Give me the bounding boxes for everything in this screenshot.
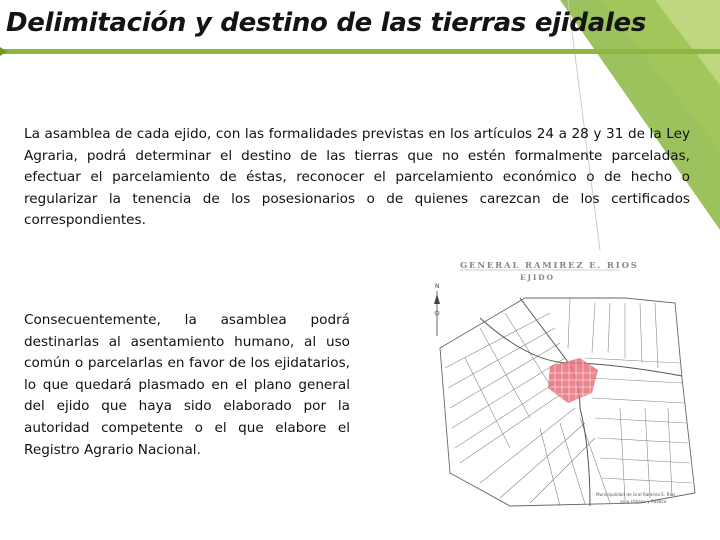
slide-title: Delimitación y destino de las tierras ejidales xyxy=(6,8,647,38)
map-footer-line-1: Municipalidad de Gral Ramírez E. Ríos xyxy=(596,492,676,497)
ejido-map-image xyxy=(420,258,700,510)
title-underline-bar xyxy=(0,49,720,54)
paragraph-consequence: Consecuentemente, la asamblea podrá destinarlas al asentamiento humano, al uso común o parcelarlas en favor de los ejidatarios, lo que quedará plasmado en el plano general del ejido que haya sido elaborado por la autoridad competente o el que elabore el Registro Agrario Nacional. xyxy=(24,312,350,458)
paragraph-definition: La asamblea de cada ejido, con las formalidades previstas en los artículos 24 a 28 y 31 de la Ley Agraria, podrá determinar el destino de las tierras que no estén formalmente parceladas, efectuar el parcelamiento de éstas, reconocer el parcelamiento económico o de hecho o regularizar la tenencia de los posesionarios o de quienes carezcan de los certificados correspondientes. xyxy=(24,126,690,229)
title-bar-arrow xyxy=(0,47,7,56)
north-label: N xyxy=(435,283,440,290)
map-title: GENERAL RAMIREZ E. RIOS xyxy=(460,261,639,271)
map-footer-line-2: area Urbana y Rústica xyxy=(620,499,667,504)
map-subtitle: EJIDO xyxy=(520,273,555,282)
